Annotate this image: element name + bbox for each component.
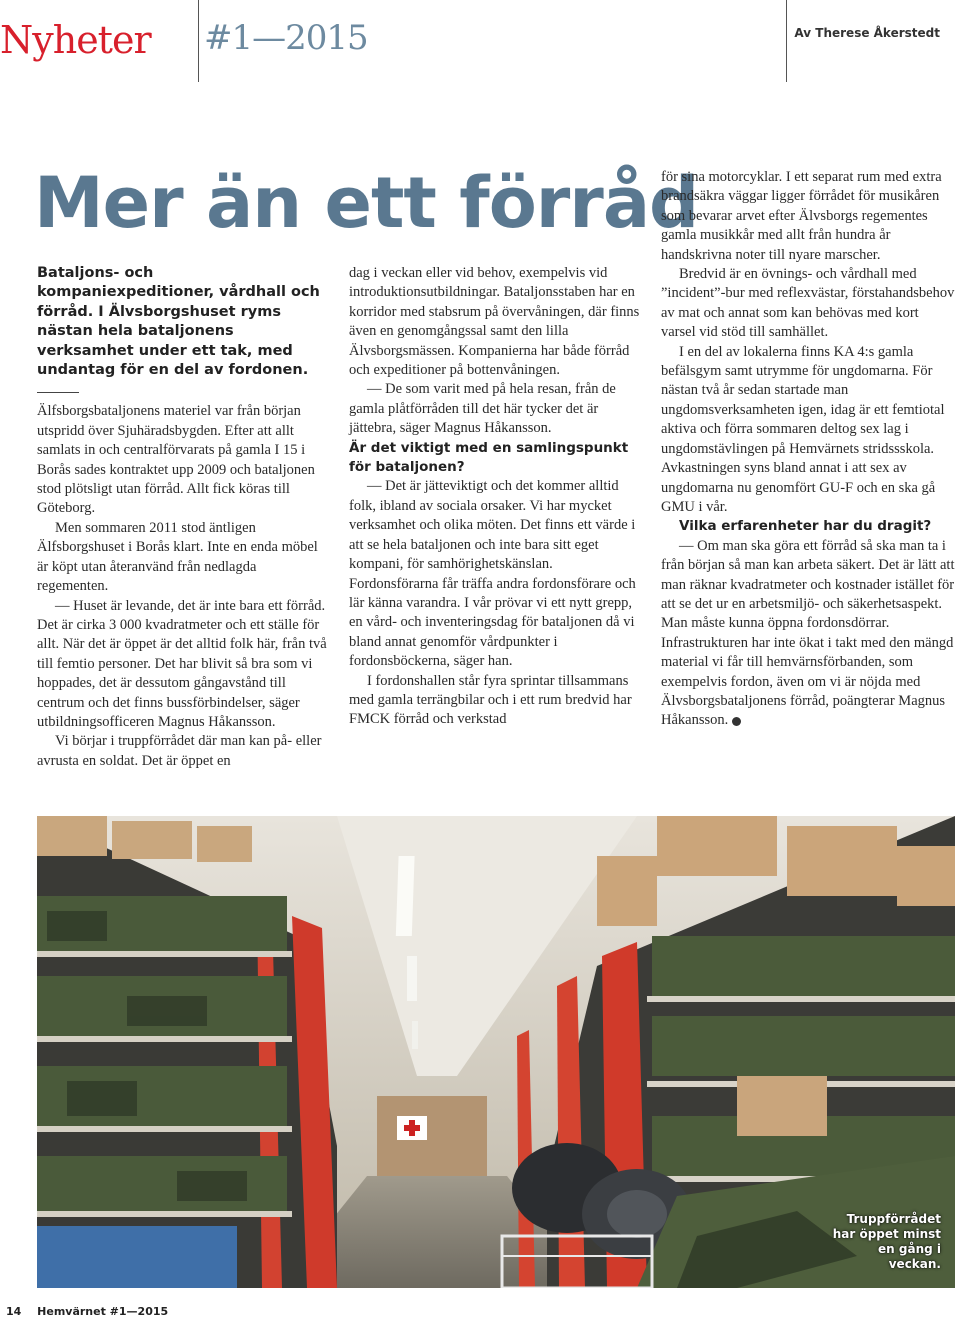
page-footer xyxy=(6,1305,168,1318)
publication-name: Hemvärnet #1—2015 xyxy=(37,1305,169,1318)
body-text: — Om man ska göra ett förråd så ska man ta i från början så man kan arbeta säkert. Det är lätt att man räknar kvadratmeter och kostnader istället för att se det ur en arbetsmiljö- och säkerhetsaspekt. Man måste kunna öppna fordonsdörrar. Infrastrukturen har inte ökat i takt med den mängd material vi får till hemvärnsförbanden, som exempelvis fordon, även om vi är nöjda med Älvsborgsbataljonens förråd, poängterar Magnus Håkansson. xyxy=(661,537,955,729)
body-paragraph xyxy=(661,537,955,731)
interview-question: Är det viktigt med en samlingspunkt för bataljonen? xyxy=(349,439,629,476)
article-column-2 xyxy=(349,264,642,730)
storage-room-illustration xyxy=(37,816,955,1288)
storage-photo xyxy=(37,816,955,1288)
body-paragraph: I en del av lokalerna finns KA 4:s gamla befälsgym samt utrymme för ungdomarna. För nästan två år sedan startade man ungdomsverksamheten igen, idag är ett femtiotal aktiva och förra sommaren deltog sex lag i ungdomstävlingen på Hemvärnets stridssskola. Avkastningen syns bland annat i att sex av ungdomarna nu genomfört GU-F och en ska gå GMU i vår. xyxy=(661,343,945,515)
section-label: Nyheter xyxy=(0,18,151,62)
body-paragraph: — Det är jätteviktigt och det kommer alltid folk, ibland av sociala orsaker. Vi har mycket verksamhet och olika möten. Det finns ett värde i att se hela bataljonen och inte bara sitt eget kompani, för samhörighetskänslan. Fordonsförarna får träffa andra fordonsförare och lär känna varandra. I vår prövar vi ett nytt grepp, en vård- och inventeringsdag för bataljonen då vi bland annat genomför vårdpunkter i fordonsböckerna, säger han. xyxy=(349,478,636,670)
article-column-3 xyxy=(661,168,955,731)
body-paragraph: Men sommaren 2011 stod äntligen Älfsborgshuset i Borås klart. Inte en enda möbel är köpt utan återanvänd från nedlagda regementen. xyxy=(37,519,318,595)
lead-paragraph: Bataljons- och kompaniexpeditioner, vårdhall och förråd. I Älvsborgshuset ryms nästan hela bataljonens verksamhet under ett tak, med undantag för en del av fordonen. xyxy=(37,265,320,379)
body-paragraph: för sina motorcyklar. I ett separat rum med extra brandsäkra väggar ligger förrådet för musikåren som bevarar arvet efter Älvsborgs regementes gamla musikkår med allt från hundra år handskrivna noter till nyare marscher. xyxy=(661,169,942,263)
issue-number: #1—2015 xyxy=(204,18,368,58)
article-column-1 xyxy=(37,264,329,771)
photo-caption: Truppförrådet har öppet minst en gång i veckan. xyxy=(832,1212,941,1271)
page-number: 14 xyxy=(6,1305,22,1318)
header-divider xyxy=(786,0,787,82)
body-paragraph: I fordonshallen står fyra sprintar tillsammans med gamla terrängbilar och i ett rum bredvid har FMCK förråd och verkstad xyxy=(349,672,632,728)
interview-question: Vilka erfarenheter har du dragit? xyxy=(679,518,932,535)
author-byline: Av Therese Åkerstedt xyxy=(794,26,940,40)
body-paragraph: Älfsborgsbataljonens materiel var från början utspridd över Sjuhäradsbygden. Efter att allt samlats in och centralförvarats på gamla I 15 i Borås sades kontraktet upp 2009 och bataljonen stod plötsligt utan förråd. Allt fick köras till Göteborg. xyxy=(37,403,315,517)
body-paragraph: dag i veckan eller vid behov, exempelvis vid introduktionsutbildningar. Bataljonsstaben har en korridor med stabsrum på övervåningen, där finns även en genomgångssal samt den lilla Älvsborgsmässen. Kompanierna har både förråd och expeditioner på bottenvåningen. xyxy=(349,265,640,379)
body-paragraph: — Huset är levande, det är inte bara ett förråd. Det är cirka 3 000 kvadratmeter och ett ställe för allt. När det är öppet är det alltid folk här, från två till femtio personer. Det har blivit så bra som vi hoppades, det är dessutom gångavstånd till centrum och det finns bussförbindelser, säger utbildningsofficeren Magnus Håkansson. xyxy=(37,597,327,730)
header-divider xyxy=(198,0,199,82)
body-paragraph: Bredvid är en övnings- och vårdhall med ”incident”-bur med reflexvästar, förstahandsbehov av mat och annat som kan behövas med kort varsel vid stöd till samhället. xyxy=(661,266,955,341)
article-headline: Mer än ett förråd xyxy=(34,162,699,244)
body-paragraph: Vi börjar i truppförrådet där man kan på- eller avrusta en soldat. Det är öppet en xyxy=(37,733,322,769)
lead-divider xyxy=(37,392,79,393)
body-paragraph: — De som varit med på hela resan, från de gamla plåtförråden till det här tycker det är jättebra, säger Magnus Håkansson. xyxy=(349,381,616,437)
end-mark-icon xyxy=(732,717,741,726)
